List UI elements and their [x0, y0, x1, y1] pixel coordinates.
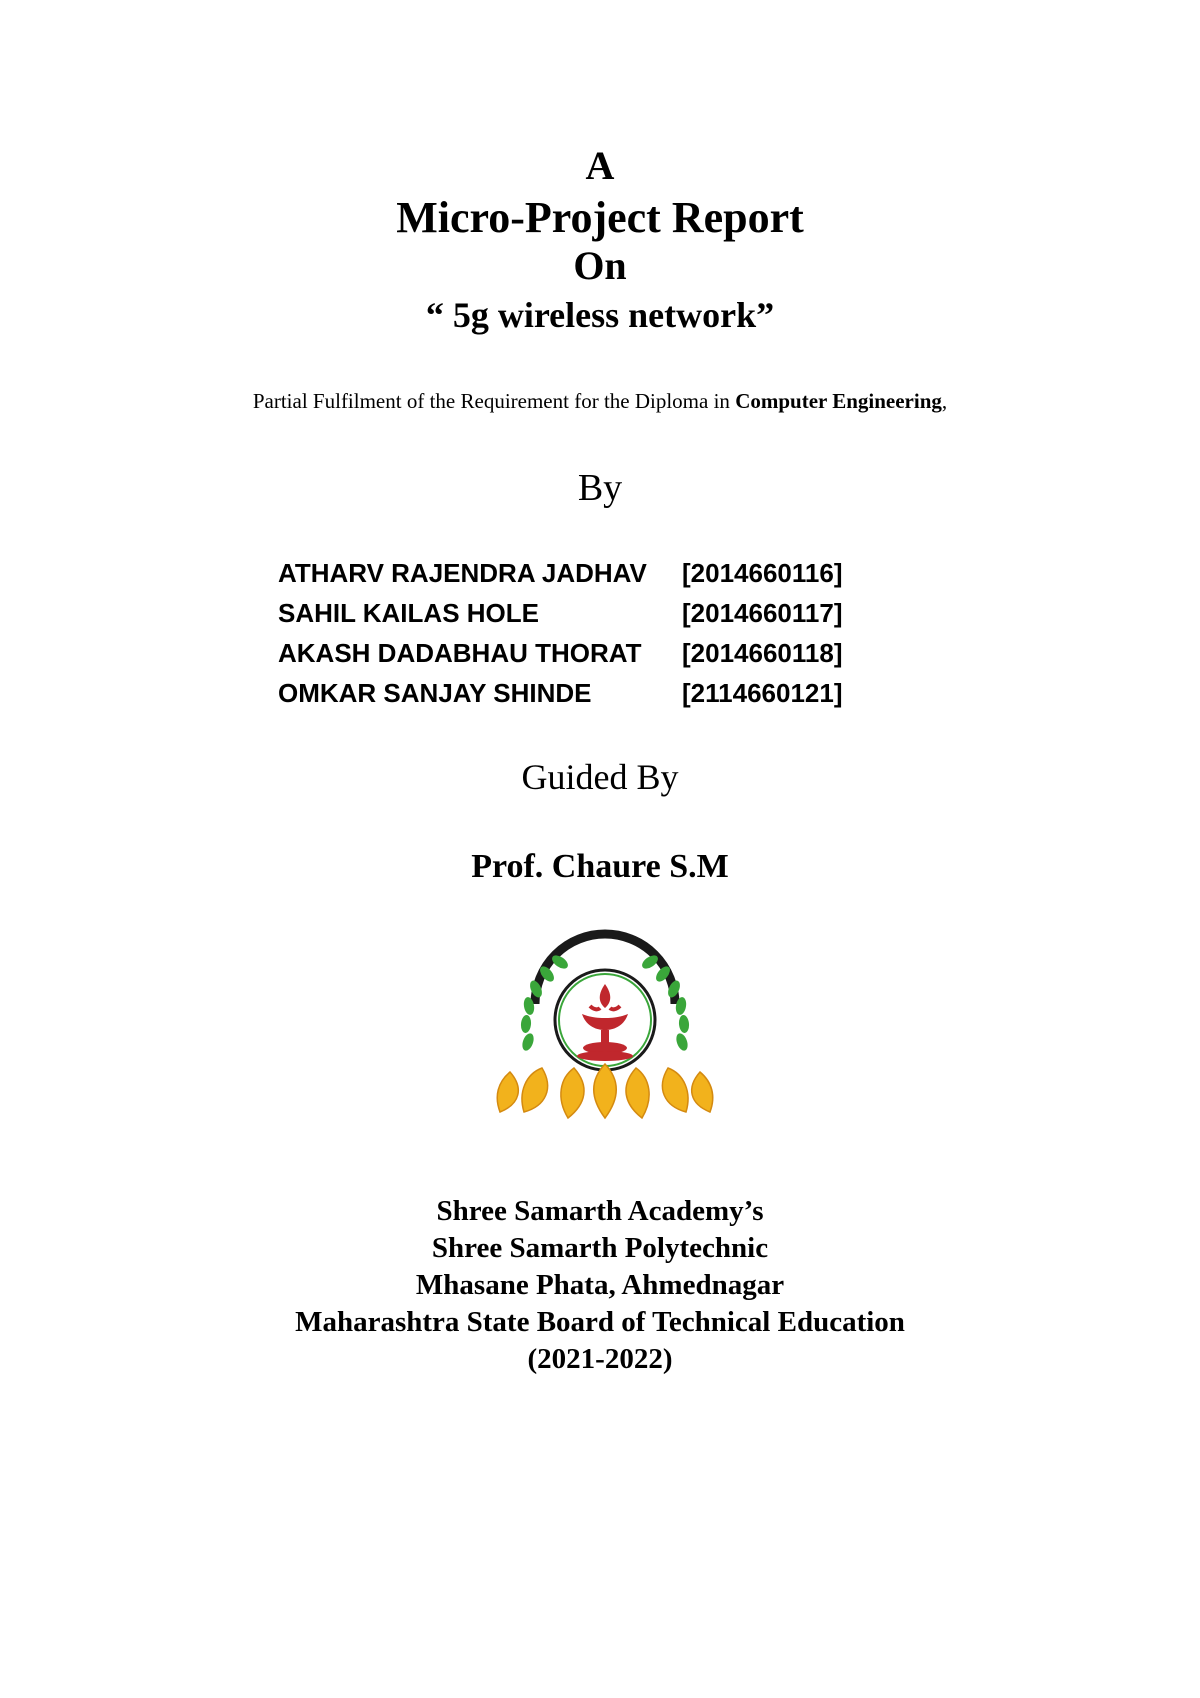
guide-name: Prof. Chaure S.M: [471, 848, 729, 885]
student-roll-number: [2014660116]: [682, 558, 843, 588]
report-title: Micro-Project Report: [396, 193, 804, 242]
cover-line-on: On: [573, 243, 627, 288]
student-name: AKASH DADABHAU THORAT: [278, 638, 642, 668]
student-list: [278, 553, 878, 713]
student-name: SAHIL KAILAS HOLE: [278, 598, 539, 628]
project-topic: “ 5g wireless network”: [425, 295, 775, 335]
student-roll-number: [2014660118]: [682, 638, 843, 668]
partial-prefix: Partial Fulfilment of the Requirement for the Diploma in: [252, 389, 736, 413]
msbte-emblem-icon: [490, 922, 720, 1130]
student-row: [278, 593, 878, 633]
academy-name: Shree Samarth Academy’s: [436, 1195, 764, 1227]
student-row: [278, 673, 878, 713]
polytechnic-name: Shree Samarth Polytechnic: [431, 1232, 769, 1264]
student-roll-number: [2114660121]: [682, 678, 843, 708]
board-name: Maharashtra State Board of Technical Education: [295, 1306, 905, 1338]
by-label: By: [577, 467, 623, 509]
cover-line-a: A: [585, 143, 615, 188]
student-name: OMKAR SANJAY SHINDE: [278, 678, 592, 708]
academic-year: (2021-2022): [527, 1343, 673, 1375]
student-row: [278, 633, 878, 673]
student-row: [278, 553, 878, 593]
institution-block: [0, 1193, 1200, 1378]
partial-suffix: ,: [941, 389, 948, 413]
student-roll-number: [2014660117]: [682, 598, 843, 628]
student-name: ATHARV RAJENDRA JADHAV: [278, 558, 647, 588]
partial-fulfilment-statement: [0, 389, 1200, 414]
guided-by-label: Guided By: [521, 757, 679, 797]
institution-address: Mhasane Phata, Ahmednagar: [415, 1269, 785, 1301]
course-name: Computer Engineering: [735, 389, 942, 413]
